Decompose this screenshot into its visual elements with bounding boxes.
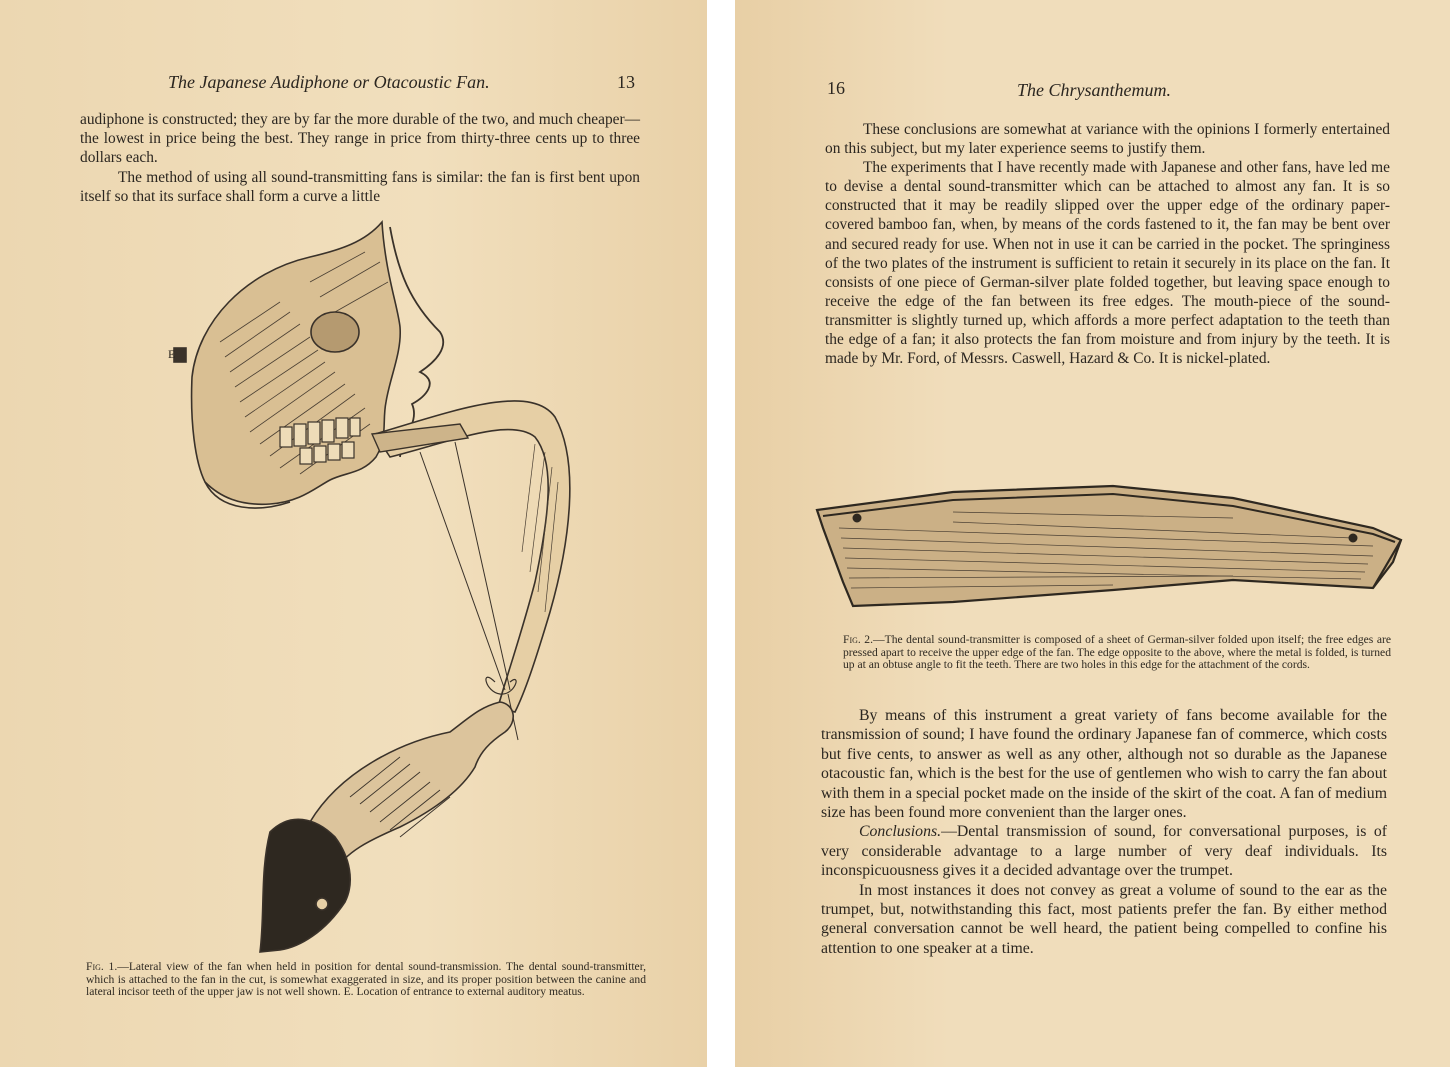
right-paragraph-final: In most instances it does not convey as great a volume of sound to the ear as the trumpet, but, notwithstanding this fact, most patients prefer the fan. By either method general conversation cannot be well heard, the patient being compelled to confine his attention to one speaker at a time.	[821, 881, 1387, 957]
figure-1-label-e: E	[168, 347, 176, 361]
figure-1-caption-label: Fig. 1.	[86, 960, 118, 973]
right-paragraph-2: The experiments that I have recently made with Japanese and other fans, have led me to devise a dental sound-transmitter which can be attached to almost any fan. It is so constructed that it may be readily slipped over the upper edge of the ordinary paper-covered bamboo fan, when, by means of the cords fastened to it, the fan may be bent over and secured ready for use. When not in use it can be carried in the pocket. The springiness of the two plates of the instrument is sufficient to retain it securely in its place on the fan. It consists of one piece of German-silver plate folded together, but leaving space enough to receive the edge of the fan between its free edges. The mouth-piece of the sound-transmitter is slightly turned up, which affords a more perfect adaptation to the teeth than the edge of a fan; it also protects the fan from moisture and from injury by the teeth. It is made by Mr. Ford, of Messrs. Caswell, Hazard & Co. It is nickel-plated.	[825, 159, 1390, 368]
conclusions-label: Conclusions.	[859, 823, 942, 841]
figure-1-caption-text: —Lateral view of the fan when held in position for dental sound-transmission. The dental sound-transmitter, which is attached to the fan in the cut, is somewhat exaggerated in size, and its proper position between the canine and lateral incisor teeth of the upper jaw is not well shown. E. Location of entrance to external auditory meatus.	[86, 960, 646, 999]
left-page-number: 13	[617, 72, 635, 92]
transmitter-plate	[817, 486, 1401, 606]
right-running-title: The Chrysanthemum.	[1017, 80, 1171, 100]
right-page	[735, 0, 1450, 1067]
right-paragraph-3: By means of this instrument a great variety of fans become available for the transmission of sound; I have found the ordinary Japanese fan of commerce, which costs but five cents, to answer as well as any other, although not so durable as the Japanese otacoustic fan, which is the best for the use of gentlemen who wish to carry the fan about with them in a special pocket made on the inside of the skirt of the coat. A fan of medium size has been found more convenient than the larger ones.	[821, 707, 1387, 822]
right-paragraph-1: These conclusions are somewhat at variance with the opinions I formerly entertained on this subject, but my later experience seems to justify them.	[825, 121, 1390, 158]
right-body-text-top	[825, 120, 1390, 368]
figure-2-caption-text: —The dental sound-transmitter is composed of a sheet of German-silver folded upon itself; the free edges are pressed apart to receive the upper edge of the fan. The edge opposite to the above, where the metal is folded, is turned up at an obtuse angle to fit the teeth. There are two holes in this edge for the attachment of the cords.	[843, 633, 1391, 672]
left-body-text	[80, 110, 640, 206]
figure-2-caption	[843, 634, 1391, 672]
sleeve-cuff	[260, 819, 350, 952]
left-paragraph-2: The method of using all sound-transmitting fans is similar: the fan is first bent upon itself so that its surface shall form a curve a little	[80, 168, 640, 205]
page-gutter	[707, 0, 735, 1067]
left-page	[0, 0, 707, 1067]
right-body-text-bottom	[821, 706, 1387, 958]
left-running-title: The Japanese Audiphone or Otacoustic Fan.	[168, 72, 490, 92]
figure-2-caption-label: Fig. 2.	[843, 633, 874, 646]
right-page-number: 16	[827, 78, 845, 98]
conclusions-text: —Dental transmission of sound, for conversational purposes, is of very considerable advantage to a large number of very deaf individuals. Its inconspicuousness gives it a decided advantage over the trumpet.	[821, 823, 1387, 880]
skull-outline	[192, 222, 401, 504]
right-paragraph-conclusions	[821, 822, 1387, 880]
figure-2-transmitter-illustration	[813, 478, 1405, 628]
left-paragraph-1: audiphone is constructed; they are by far the more durable of the two, and much cheaper—the lowest in price being the best. They range in price from thirty-three cents up to three dollars each.	[80, 111, 640, 167]
figure-1-caption	[86, 961, 646, 999]
figure-1-skull-fan-illustration	[150, 212, 590, 957]
